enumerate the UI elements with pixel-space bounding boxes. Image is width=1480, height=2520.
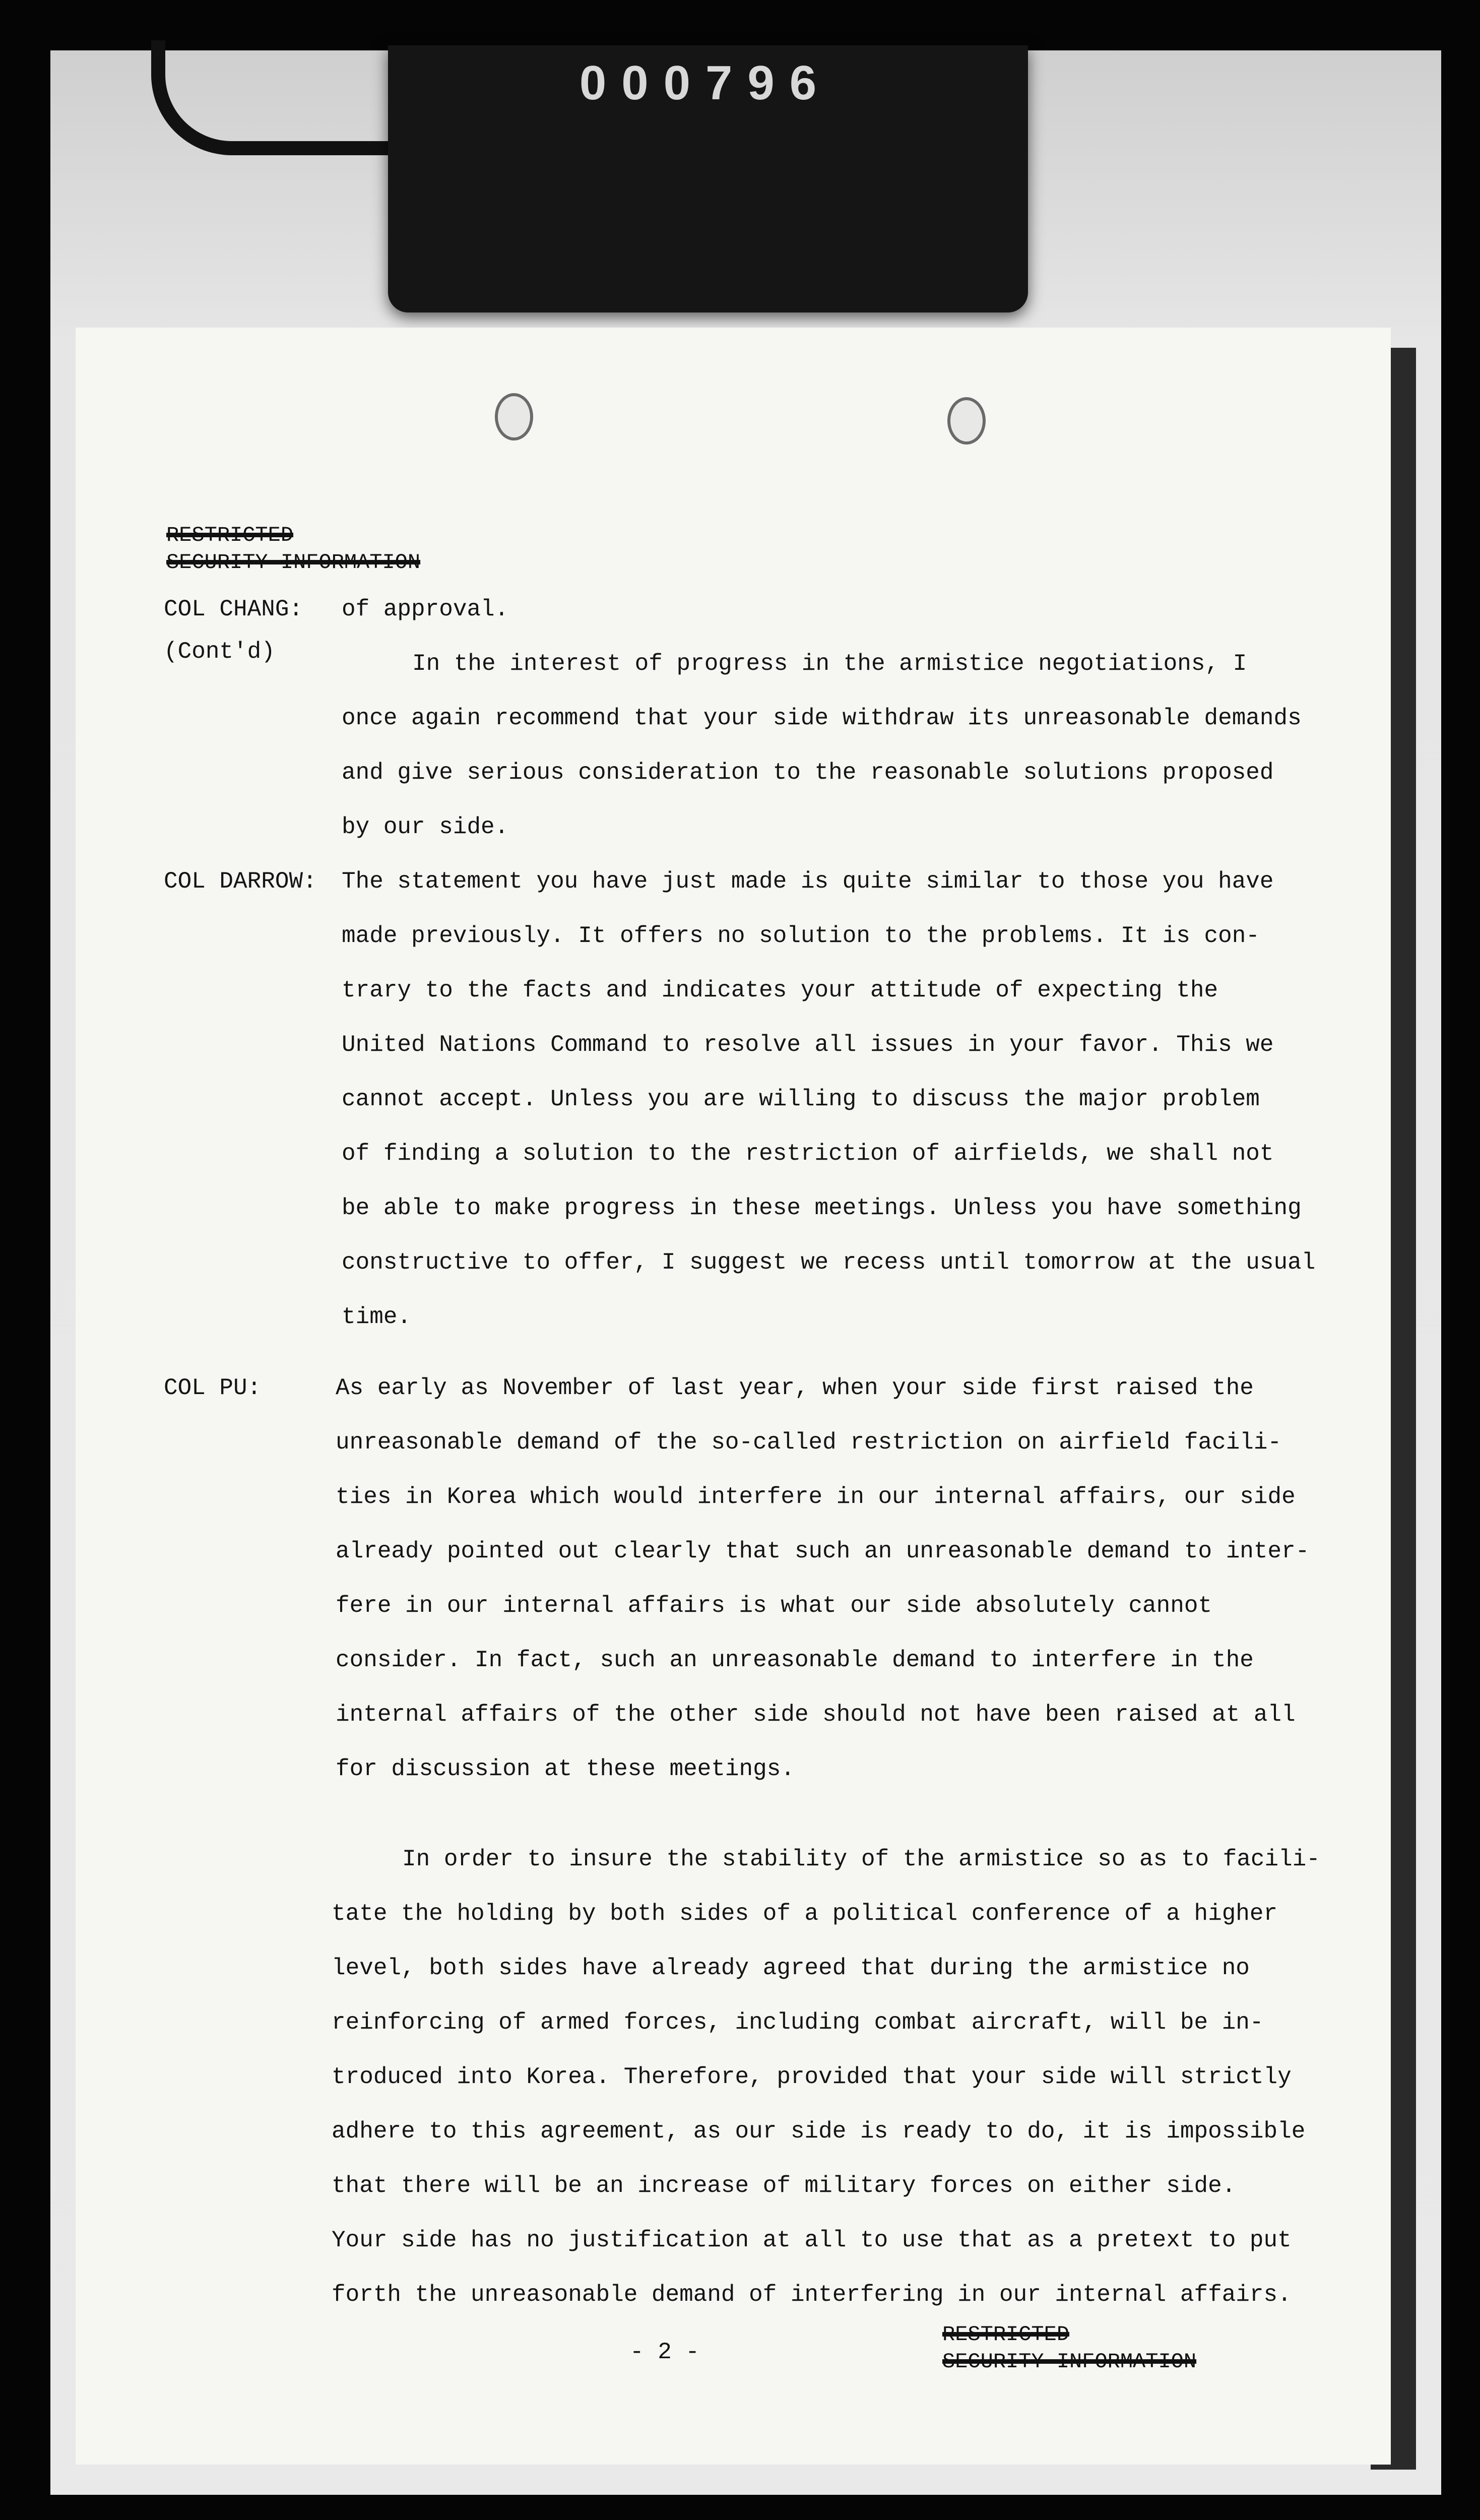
speaker-label: COL CHANG:	[164, 596, 303, 622]
punch-hole-left	[495, 393, 533, 440]
classification-footer	[942, 2321, 1196, 2375]
clip-number: 000796	[579, 56, 832, 110]
paragraph-pu-2: In order to insure the stability of the armistice so as to facili- tate the holding by both sides of a political conference of a higher level, both sides have already agreed that during the armistice no reinforcing of armed forces, including combat aircraft, will be in- troduced into Korea. Therefore, provided that your side will strictly adhere to this agreement, as our side is ready to do, it is impossible that there will be an increase of military forces on either side. Your side has no justification at all to use that as a pretext to put forth the unreasonable demand of interfering in our internal affairs.	[332, 1846, 1320, 2308]
page-number: - 2 -	[630, 2339, 700, 2365]
punch-hole-right	[947, 397, 986, 445]
speaker-col-darrow: COL DARROW:	[164, 868, 317, 895]
classification-header-line1: RESTRICTED	[166, 523, 294, 547]
classification-footer-line1: RESTRICTED	[942, 2322, 1070, 2347]
classification-header-line2: SECURITY INFORMATION	[166, 550, 421, 575]
paragraph-chang-1: of approval.	[342, 596, 509, 622]
paragraph-chang-2: In the interest of progress in the armistice negotiations, I once again recommend that your side withdraw its unreasonable demands and give serious consideration to the reasonable solutions proposed by our side.	[342, 651, 1302, 840]
paragraph-pu-1: As early as November of last year, when your side first raised the unreasonable demand of the so-called restriction on airfield facili- ties in Korea which would interfere in our internal affairs, our side already pointed out clearly that such an unreasonable demand to inter- fere in our internal affairs is what our side absolutely cannot consider. In fact, such an unreasonable demand to interfere in the internal affairs of the other side should not have been raised at all for discussion at these meetings.	[336, 1375, 1310, 1782]
clip-cable	[151, 40, 417, 155]
document-page	[76, 328, 1391, 2465]
classification-footer-line2: SECURITY INFORMATION	[942, 2350, 1197, 2374]
speaker-col-chang	[164, 582, 303, 667]
speaker-col-pu: COL PU:	[164, 1375, 262, 1401]
classification-header	[166, 522, 420, 576]
paragraph-darrow-1: The statement you have just made is quite similar to those you have made previously. It offers no solution to the problems. It is con- trary to the facts and indicates your attitude of expecting the United Nations Command to resolve all issues in your favor. This we cannot accept. Unless you are willing to discuss the major problem of finding a solution to the restriction of airfields, we shall not be able to make progress in these meetings. Unless you have something constructive to offer, I suggest we recess until tomorrow at the usual time.	[342, 868, 1316, 1330]
speaker-continued-note: (Cont'd)	[164, 639, 275, 665]
